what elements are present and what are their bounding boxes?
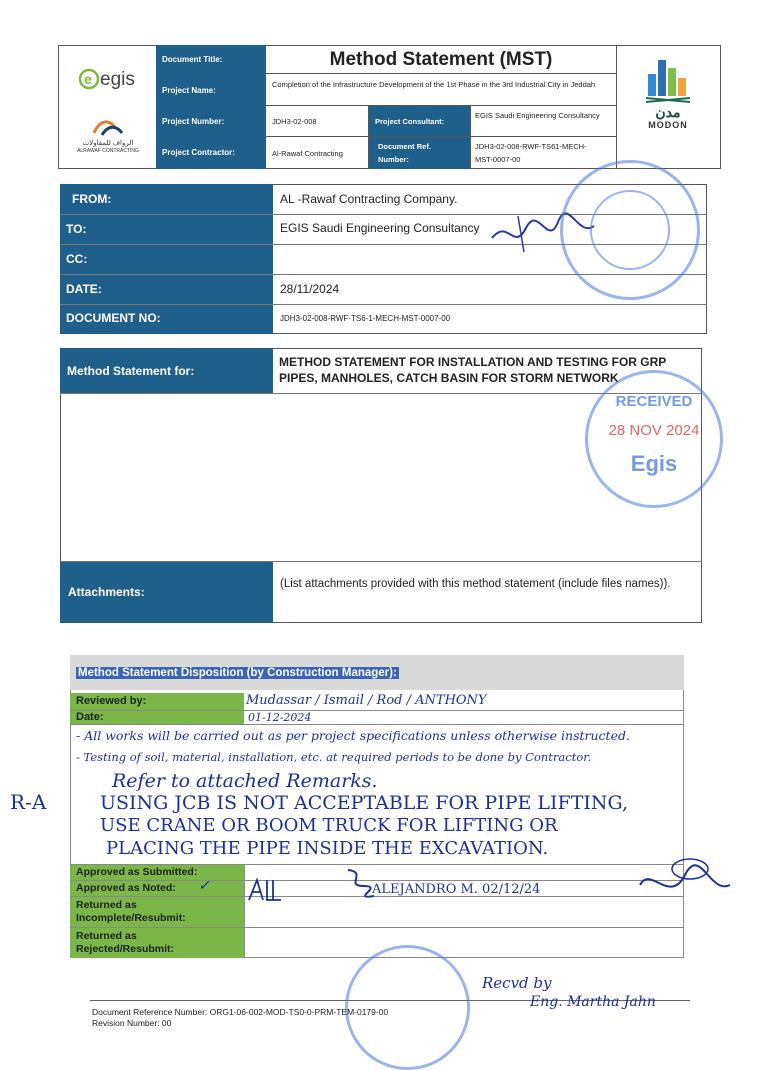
disposition-note-6: PLACING THE PIPE INSIDE THE EXCAVATION. bbox=[106, 838, 549, 859]
received-stamp-top: RECEIVED bbox=[615, 393, 693, 410]
project-name-value: Completion of the Infrastructure Development of the 1st Phase in the 3rd Industrial City in Jeddah bbox=[272, 80, 596, 89]
project-contractor-label: Project Contractor: bbox=[162, 148, 235, 157]
consultant-value: EGIS Saudi Engineering Consultancy bbox=[475, 111, 600, 120]
returned-rejected-label: Returned as Rejected/Resubmit: bbox=[76, 930, 175, 955]
project-number-value: JDH3-02-008 bbox=[272, 117, 317, 126]
cc-label: CC: bbox=[66, 252, 88, 266]
reviewed-label: Reviewed by: bbox=[76, 695, 147, 707]
received-by-name: Eng. Martha Jahn bbox=[530, 994, 656, 1010]
svg-text:e: e bbox=[84, 71, 92, 87]
footer-revision: Revision Number: 00 bbox=[92, 1018, 172, 1028]
egis-logo-icon bbox=[78, 62, 140, 94]
received-stamp bbox=[585, 370, 723, 508]
to-label: TO: bbox=[66, 222, 87, 236]
approved-noted-label: Approved as Noted: bbox=[76, 882, 176, 894]
received-stamp-date: 28 NOV 2024 bbox=[608, 422, 700, 439]
from-label: FROM: bbox=[72, 192, 112, 206]
docno-value: JDH3-02-008-RWF-TS6-1-MECH-MST-0007-00 bbox=[280, 314, 451, 323]
approved-noted-checkmark: ✓ bbox=[198, 878, 210, 894]
modon-logo bbox=[628, 52, 708, 152]
company-stamp-top-inner bbox=[590, 190, 670, 270]
returned-incomplete-label: Returned as Incomplete/Resubmit: bbox=[76, 899, 186, 924]
modon-name-ar: مدن bbox=[655, 104, 681, 120]
egis-logo bbox=[78, 62, 140, 94]
attachments-label: Attachments: bbox=[68, 585, 145, 599]
attachments-value: (List attachments provided with this method statement (include files names)). bbox=[280, 578, 671, 590]
disposition-note-3: Refer to attached Remarks. bbox=[112, 770, 378, 792]
document-title: Method Statement (MST) bbox=[329, 49, 553, 70]
method-label: Method Statement for: bbox=[67, 364, 195, 378]
disposition-title: Method Statement Disposition (by Construction Manager): bbox=[78, 667, 397, 679]
project-number-label: Project Number: bbox=[162, 117, 225, 126]
alrawaf-name: الرواف للمقاولات bbox=[82, 140, 134, 147]
received-stamp-bottom: Egis bbox=[630, 451, 678, 476]
disposition-note-2: - Testing of soil, material, installation, etc. at required periods to be done by Contractor. bbox=[76, 750, 592, 764]
project-name-label: Project Name: bbox=[162, 86, 216, 95]
reviewed-value: Mudassar / Ismail / Rod / ANTHONY bbox=[246, 693, 487, 708]
approved-submitted-label: Approved as Submitted: bbox=[76, 866, 198, 878]
doc-title-label: Document Title: bbox=[162, 55, 223, 64]
alrawaf-sub: ALRAWAF CONTRACTING bbox=[77, 148, 139, 154]
alrawaf-logo bbox=[68, 115, 148, 163]
margin-note: R-A bbox=[10, 790, 47, 814]
approved-noted-value: ALEJANDRO M. 02/12/24 bbox=[372, 882, 541, 897]
consultant-label: Project Consultant: bbox=[375, 117, 445, 126]
method-title: METHOD STATEMENT FOR INSTALLATION AND TESTING FOR GRP PIPES, MANHOLES, CATCH BASIN FOR STORM NETWORK bbox=[279, 355, 667, 385]
modon-name-en: MODON bbox=[648, 120, 688, 130]
footer-reference: Document Reference Number: ORG1-06-002-MOD-TS0-0-PRM-TEM-0179-00 bbox=[92, 1007, 389, 1017]
from-value: AL -Rawaf Contracting Company. bbox=[280, 192, 458, 206]
docref-value: JDH3-02-008-RWF-TS61-MECH-MST-0007-00 bbox=[475, 142, 587, 164]
date-disp-value: 01-12-2024 bbox=[248, 711, 312, 724]
svg-text:egis: egis bbox=[100, 69, 135, 90]
docno-label: DOCUMENT NO: bbox=[66, 311, 161, 325]
project-contractor-value: Al-Rawaf Contracting bbox=[272, 149, 343, 158]
disposition-note-1: - All works will be carried out as per project specifications unless otherwise instructed. bbox=[76, 728, 630, 743]
date-value: 28/11/2024 bbox=[280, 282, 340, 296]
side-signature bbox=[630, 845, 740, 905]
disposition-note-4: USING JCB IS NOT ACCEPTABLE FOR PIPE LIFTING, bbox=[100, 792, 629, 814]
docref-label: Document Ref. Number: bbox=[378, 142, 431, 164]
to-value: EGIS Saudi Engineering Consultancy bbox=[280, 221, 480, 235]
disposition-note-5: USE CRANE OR BOOM TRUCK FOR LIFTING OR bbox=[100, 815, 558, 836]
date-label: DATE: bbox=[66, 282, 102, 296]
modon-logo-icon bbox=[638, 52, 698, 104]
received-by-note: Recvd by bbox=[482, 974, 552, 992]
approval-initials bbox=[245, 876, 285, 906]
alrawaf-logo-icon bbox=[88, 115, 128, 139]
date-disp-label: Date: bbox=[76, 711, 104, 723]
